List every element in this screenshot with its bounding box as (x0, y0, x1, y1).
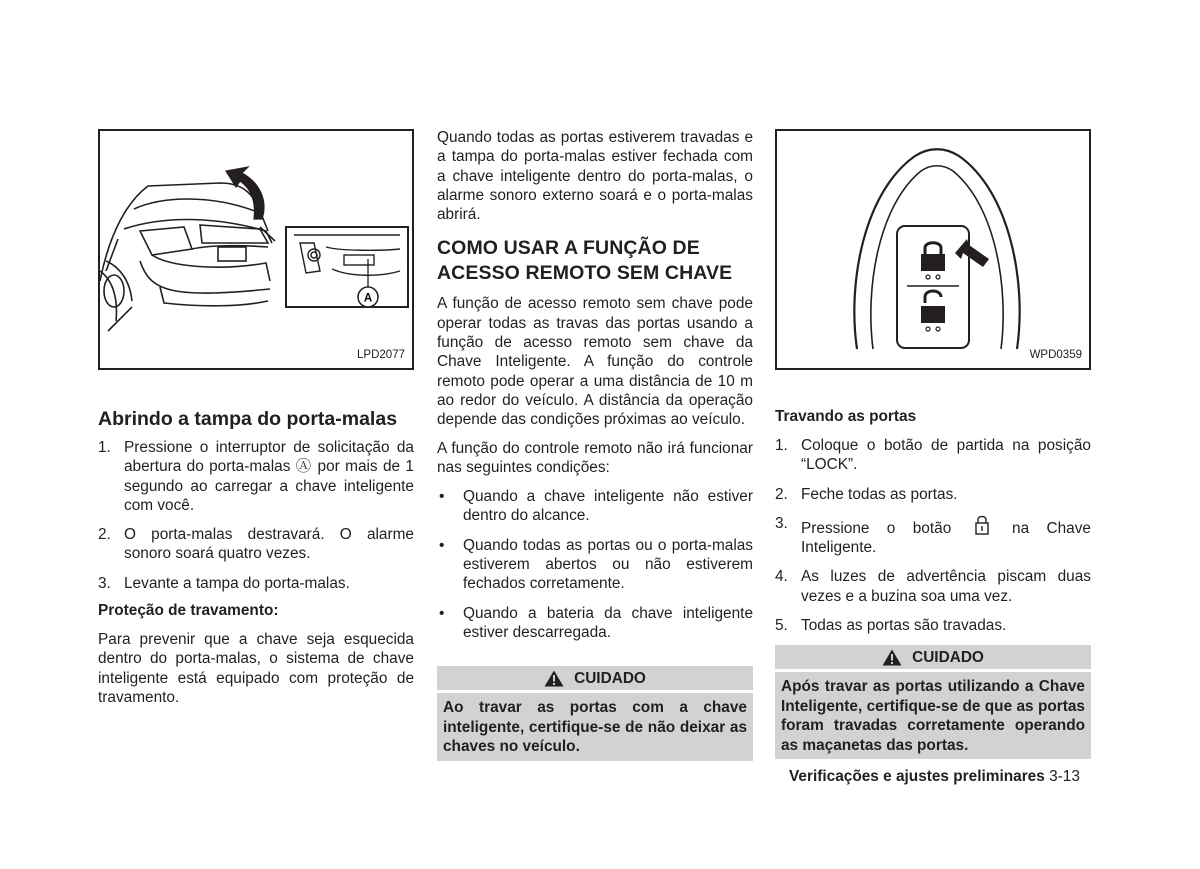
trunk-steps (98, 438, 414, 593)
bullet: • (439, 488, 445, 506)
lock-protection-paragraph: Para prevenir que a chave seja esquecida dentro do porta-malas, o sistema de chave inteligente está equipado com proteção de travamento. (98, 631, 414, 706)
figure-code-right: WPD0359 (1029, 348, 1082, 361)
right-column (775, 128, 1091, 759)
step-number: 4. (775, 568, 788, 586)
curved-arrow (226, 167, 264, 219)
remote-paragraph-2: A função do controle remoto não irá funcionar nas seguintes condições: (437, 439, 753, 476)
subheading-locking-doors: Travando as portas (775, 408, 917, 425)
list-item (775, 567, 1091, 606)
subheading-lock-protection: Proteção de travamento: (98, 602, 279, 620)
step-number: 1. (775, 437, 788, 454)
warning-icon (544, 670, 564, 687)
section-heading-remote (437, 236, 753, 286)
step-number: 1. (98, 439, 111, 456)
key-figure (775, 129, 1091, 370)
bullet-text: Quando todas as portas ou o porta-malas estiverem abertos ou não estiverem fechados corretamente. (463, 536, 753, 593)
step-text: Feche todas as portas. (801, 485, 958, 503)
caution-header (437, 666, 753, 690)
step-text: na Chave Inteligente. (801, 519, 1091, 557)
list-item (437, 604, 753, 643)
step-text: Todas as portas são travadas. (801, 617, 1007, 635)
list-item (98, 525, 414, 564)
page-number: 3-13 (1049, 768, 1080, 785)
list-item (437, 536, 753, 594)
intro-paragraph: Quando todas as portas estiverem travadas e a tampa do porta-malas estiver fechada com a chave inteligente dentro do porta-malas, o alarme sonoro externo soará e o porta-malas abrirá. (437, 129, 753, 224)
locking-steps (775, 436, 1091, 635)
caution-header (775, 645, 1091, 669)
trunk-illustration (100, 131, 412, 368)
step-text: O porta-malas destravará. O alarme sonoro soará quatro vezes. (124, 526, 414, 563)
step-text: por mais de 1 segundo ao carregar a chave inteligente com você. (124, 458, 414, 514)
step-text: As luzes de advertência piscam duas vezes e a buzina soa uma vez. (801, 568, 1091, 605)
lock-icon (973, 514, 991, 536)
step-number: 2. (98, 526, 111, 544)
bullet-text: Quando a chave inteligente não estiver dentro do alcance. (463, 488, 753, 525)
callout-marker: Ⓐ (295, 458, 313, 476)
bullet-text: Quando a bateria da chave inteligente estiver descarregada. (463, 604, 753, 641)
smart-key-illustration (777, 131, 1089, 368)
heading-line: ACESSO REMOTO SEM CHAVE (437, 262, 733, 285)
step-text: Coloque o botão de partida na posição “LOCK”. (801, 437, 1091, 474)
caution-text: Após travar as portas utilizando a Chave Inteligente, certifique-se de que as portas foram travadas corretamente operando as maçanetas das portas. (775, 672, 1091, 759)
list-item (775, 616, 1091, 635)
caution-box-middle (437, 666, 753, 761)
warning-icon (882, 649, 902, 666)
caution-title: CUIDADO (574, 669, 646, 687)
bullet: • (439, 536, 445, 554)
trunk-figure (98, 129, 414, 370)
step-text: Levante a tampa do porta-malas. (124, 574, 350, 592)
heading-line: COMO USAR A FUNÇÃO DE (437, 237, 700, 260)
conditions-list (437, 487, 753, 642)
footer-section-title: Verificações e ajustes preliminares (789, 768, 1045, 785)
step-number: 5. (775, 617, 788, 635)
remote-paragraph-1: A função de acesso remoto sem chave pode operar todas as travas das portas usando a função de acesso remoto sem chave da Chave Inteligente. A função do controle remoto pode operar a uma distância de 10 m ao redor do veículo. A distância da operação depende das condições próximas ao veículo. (437, 295, 753, 429)
list-item (775, 514, 1091, 558)
list-item (98, 574, 414, 593)
figure-code-left: LPD2077 (357, 348, 405, 361)
caution-box-right (775, 645, 1091, 759)
left-column (98, 128, 414, 716)
section-heading-trunk: Abrindo a tampa do porta-malas (98, 408, 398, 430)
list-item (98, 438, 414, 515)
caution-title: CUIDADO (912, 648, 984, 666)
step-number: 2. (775, 485, 788, 503)
page-footer (789, 768, 1080, 786)
middle-column (437, 128, 753, 761)
step-number: 3. (775, 514, 788, 532)
step-text: Pressione o interruptor de solicitação da abertura do porta-malas (124, 439, 414, 476)
bullet: • (439, 604, 445, 622)
callout-a: A (363, 292, 373, 305)
step-number: 3. (98, 574, 111, 592)
caution-text: Ao travar as portas com a chave inteligente, certifique-se de não deixar as chaves no veículo. (437, 693, 753, 761)
list-item (775, 485, 1091, 504)
step-text: Pressione o botão (801, 519, 952, 537)
list-item (775, 436, 1091, 475)
list-item (437, 487, 753, 526)
